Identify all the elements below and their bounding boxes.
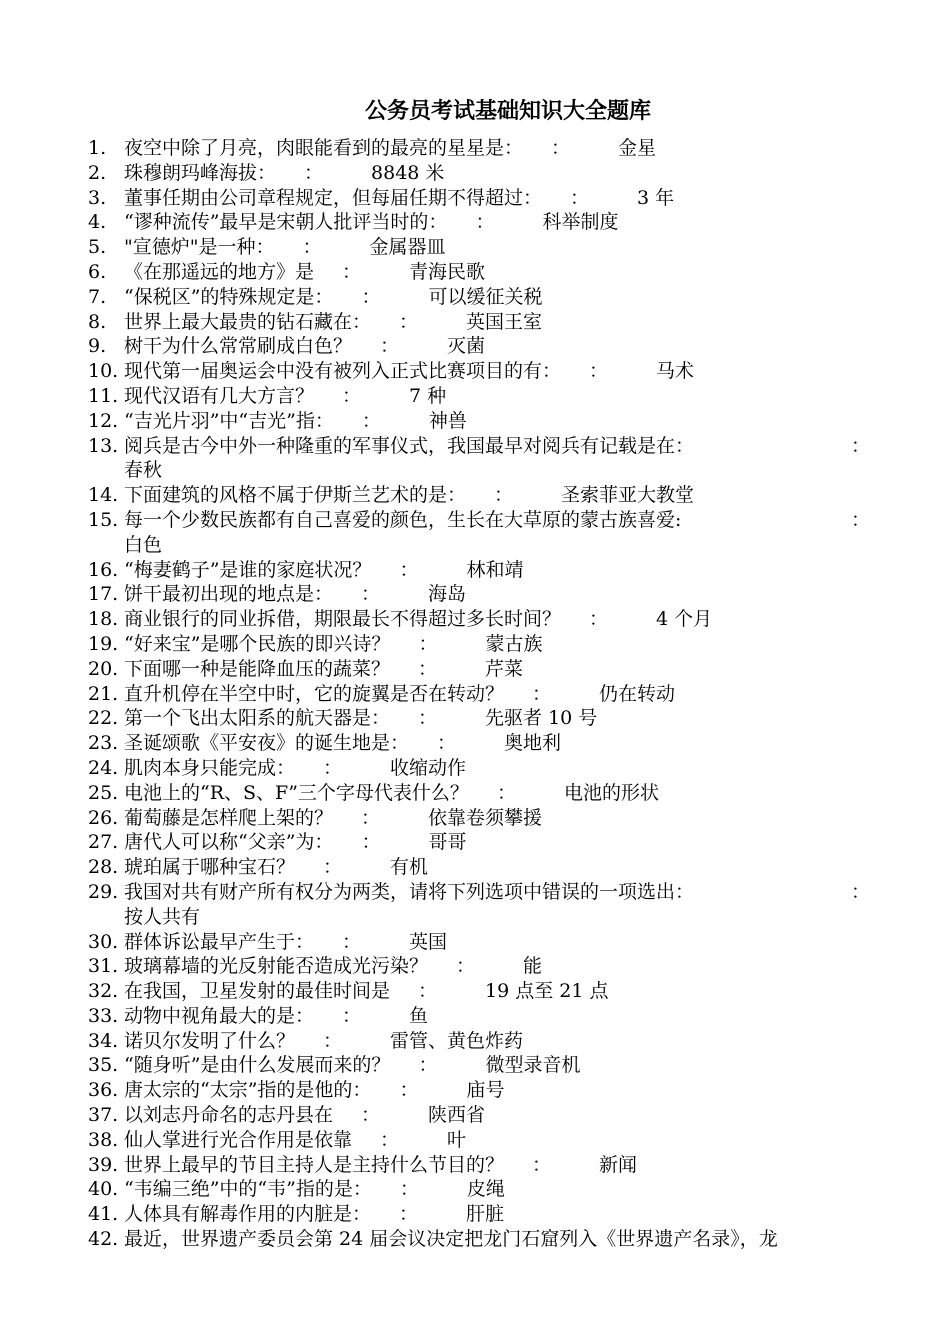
question-text: 琥珀属于哪种宝石？ [124,856,296,879]
answer-text: 灭菌 [447,335,486,358]
question-number: 25. [88,781,119,804]
answer-separator: ： [342,260,362,283]
answer-separator: ： [361,583,381,606]
answer-text: 收缩动作 [390,756,467,779]
answer-text: 奥地利 [504,732,562,755]
question-text: 每一个少数民族都有自己喜爱的颜色，生长在大草原的蒙古族喜爱: [124,508,682,531]
question-item [88,1004,878,1029]
answer-separator: ： [323,856,343,879]
question-text: 在我国，卫星发射的最佳时间是 [124,980,391,1003]
question-item [88,260,878,285]
answer-text: 先驱者 10 号 [485,707,598,730]
answer-text: 春秋 [124,459,163,482]
answer-text: 英国王室 [466,310,543,333]
question-number: 13. [88,434,119,457]
question-item [88,1227,878,1252]
answer-text: 青海民歌 [409,260,486,283]
question-item [88,1029,878,1054]
answer-separator: ： [589,608,609,631]
answer-separator: ： [323,756,343,779]
answer-text: 肝脏 [466,1203,505,1226]
answer-text: 8848 米 [371,161,445,184]
question-number: 22. [88,707,119,730]
answer-separator: ： [304,161,324,184]
answer-separator: ： [361,806,381,829]
question-text: 诺贝尔发明了什么？ [124,1029,296,1052]
question-text: 现代汉语有几大方言？ [124,384,315,407]
question-text: 现代第一届奥运会中没有被列入正式比赛项目的有： [124,360,562,383]
answer-separator: ： [850,880,870,903]
answer-separator: ： [361,285,381,308]
question-number: 36. [88,1079,119,1102]
answer-text: 英国 [409,930,448,953]
answer-separator: ： [532,1153,552,1176]
question-number: 27. [88,831,119,854]
question-number: 33. [88,1004,119,1027]
question-number: 4. [88,211,107,234]
answer-text: 林和靖 [466,558,524,581]
question-item [88,310,878,335]
question-item [88,706,878,731]
question-item [88,508,878,558]
answer-separator: ： [399,558,419,581]
question-text: 葡萄藤是怎样爬上架的？ [124,806,334,829]
question-text: “随身听”是由什么发展而来的？ [124,1054,391,1077]
answer-separator: ： [399,1079,419,1102]
question-text: 夜空中除了月亮，肉眼能看到的最亮的星星是： [124,137,524,159]
answer-separator: ： [551,137,571,159]
question-text: 我国对共有财产所有权分为两类，请将下列选项中错误的一项选出： [124,880,695,903]
question-item [88,186,878,211]
question-number: 1. [88,137,107,159]
answer-separator: ： [437,732,457,755]
answer-separator: ： [342,1004,362,1027]
question-number: 10. [88,360,119,383]
answer-text: 电池的形状 [563,781,659,804]
question-number: 23. [88,732,119,755]
question-text: 树干为什么常常刷成白色？ [124,335,353,358]
answer-text: 依靠卷须攀援 [428,806,543,829]
answer-text: 19 点至 21 点 [485,980,609,1003]
question-number: 6. [88,260,107,283]
question-number: 26. [88,806,119,829]
question-text: 仙人掌进行光合作用是依靠 [124,1128,353,1151]
question-number: 14. [88,484,119,507]
question-text: 唐太宗的“太宗”指的是他的： [124,1079,372,1102]
question-item [88,731,878,756]
question-number: 42. [88,1228,119,1251]
question-number: 11. [88,384,119,407]
answer-separator: ： [456,955,476,978]
question-text: 世界上最大最贵的钻石藏在： [124,310,372,333]
question-item [88,285,878,310]
answer-text: 皮绳 [466,1178,505,1201]
question-text: “梅妻鹤子”是谁的家庭状况？ [124,558,372,581]
question-text: “好来宝”是哪个民族的即兴诗？ [124,632,391,655]
question-number: 39. [88,1153,119,1176]
question-text: 世界上最早的节目主持人是主持什么节目的？ [124,1153,505,1176]
question-number: 17. [88,583,119,606]
answer-separator: ： [570,186,590,209]
question-item [88,1202,878,1227]
question-number: 32. [88,980,119,1003]
question-number: 19. [88,632,119,655]
question-number: 37. [88,1104,119,1127]
question-item [88,334,878,359]
question-item [88,682,878,707]
question-text: 玻璃幕墙的光反射能否造成光污染？ [124,955,429,978]
answer-separator: ： [850,434,870,457]
question-item [88,136,878,161]
question-text: 唐代人可以称“父亲”为： [124,831,334,854]
question-text: 第一个飞出太阳系的航天器是： [124,707,391,730]
question-item [88,582,878,607]
answer-text: 白色 [124,533,163,556]
question-number: 29. [88,880,119,903]
question-number: 28. [88,856,119,879]
question-item [88,1128,878,1153]
question-text: "宣德炉"是一种： [124,236,275,259]
question-text: 《在那遥远的地方》是 [124,260,315,283]
question-text: 人体具有解毒作用的内脏是： [124,1203,372,1226]
question-number: 31. [88,955,119,978]
question-number: 24. [88,756,119,779]
answer-separator: ： [361,409,381,432]
question-text: 最近，世界遗产委员会第 24 届会议决定把龙门石窟列入《世界遗产名录》，龙 [124,1228,778,1251]
question-item [88,235,878,260]
question-text: “韦编三绝”中的“韦”指的是： [124,1178,372,1201]
answer-text: 神兽 [428,409,467,432]
question-text: 电池上的“R、S、F”三个字母代表什么？ [124,781,469,804]
answer-text: 能 [523,955,543,978]
question-number: 12. [88,409,119,432]
question-item [88,1153,878,1178]
question-item [88,979,878,1004]
question-item [88,781,878,806]
question-text: “保税区”的特殊规定是： [124,285,334,308]
question-item [88,359,878,384]
question-item [88,1078,878,1103]
question-text: 圣诞颂歌《平安夜》的诞生地是： [124,732,410,755]
question-item [88,409,878,434]
question-number: 2. [88,161,107,184]
answer-separator: ： [342,384,362,407]
question-item [88,558,878,583]
question-item [88,657,878,682]
answer-separator: ： [850,508,870,531]
answer-separator: ： [418,707,438,730]
question-text: 饼干最初出现的地点是： [124,583,334,606]
answer-text: 陕西省 [428,1104,486,1127]
answer-separator: ： [418,980,438,1003]
question-item [88,161,878,186]
answer-text: 4 个月 [656,608,713,631]
question-number: 35. [88,1054,119,1077]
question-item [88,830,878,855]
answer-separator: ： [418,1054,438,1077]
answer-separator: ： [380,1128,400,1151]
answer-text: 雷管、黄色炸药 [390,1029,524,1052]
answer-separator: ： [418,632,438,655]
document-title: 公务员考试基础知识大全题库 [364,98,651,124]
question-number: 15. [88,508,119,531]
answer-text: 7 种 [409,384,447,407]
answer-text: 有机 [390,856,429,879]
question-text: 阅兵是古今中外一种隆重的军事仪式，我国最早对阅兵有记载是在： [124,434,695,457]
answer-separator: ： [532,682,552,705]
answer-text: 庙号 [466,1079,505,1102]
question-text: 珠穆朗玛峰海拔： [124,161,277,184]
answer-text: 按人共有 [124,905,201,928]
question-text: 群体诉讼最早产生于： [124,930,315,953]
answer-separator: ： [475,211,495,234]
question-number: 18. [88,608,119,631]
question-text: 直升机停在半空中时，它的旋翼是否在转动？ [124,682,505,705]
question-item [88,632,878,657]
question-item [88,434,878,484]
answer-text: 金属器皿 [369,236,446,259]
answer-text: 科举制度 [542,211,619,234]
question-number: 21. [88,682,119,705]
question-text: “谬种流传”最早是宋朝人批评当时的： [124,211,448,234]
answer-text: 3 年 [637,186,675,209]
answer-separator: ： [399,310,419,333]
answer-separator: ： [380,335,400,358]
answer-text: 仍在转动 [599,682,676,705]
question-number: 5. [88,236,107,259]
answer-separator: ： [302,236,322,259]
answer-separator: ： [399,1203,419,1226]
question-text: 肌肉本身只能完成： [124,756,296,779]
answer-text: 可以缓征关税 [428,285,543,308]
question-item [88,384,878,409]
question-number: 30. [88,930,119,953]
answer-text: 芹菜 [485,657,524,680]
question-number: 9. [88,335,107,358]
answer-text: 金星 [618,137,657,159]
question-item [88,1177,878,1202]
question-item [88,806,878,831]
answer-text: 马术 [656,360,695,383]
question-item [88,855,878,880]
answer-separator: ： [323,1029,343,1052]
question-number: 8. [88,310,107,333]
answer-separator: ： [342,930,362,953]
question-item [88,607,878,632]
answer-text: 哥哥 [428,831,467,854]
question-item [88,880,878,930]
answer-text: 鱼 [409,1004,429,1027]
answer-text: 圣索菲亚大教堂 [561,484,695,507]
question-number: 20. [88,657,119,680]
question-number: 41. [88,1203,119,1226]
answer-separator: ： [494,484,514,507]
question-item [88,1103,878,1128]
answer-separator: ： [418,657,438,680]
question-number: 3. [88,186,107,209]
question-text: 商业银行的同业拆借，期限最长不得超过多长时间？ [124,608,562,631]
answer-text: 微型录音机 [485,1054,581,1077]
question-item [88,1053,878,1078]
question-list [88,136,878,1252]
question-text: 以刘志丹命名的志丹县在 [124,1104,334,1127]
question-item [88,930,878,955]
question-item [88,954,878,979]
question-item [88,483,878,508]
question-item [88,210,878,235]
answer-text: 蒙古族 [485,632,543,655]
answer-separator: ： [361,1104,381,1127]
question-number: 38. [88,1128,119,1151]
question-number: 40. [88,1178,119,1201]
answer-separator: ： [361,831,381,854]
question-item [88,756,878,781]
answer-separator: ： [496,781,516,804]
answer-text: 新闻 [599,1153,638,1176]
question-number: 7. [88,285,107,308]
question-text: “吉光片羽”中“吉光”指： [124,409,334,432]
question-number: 34. [88,1029,119,1052]
question-number: 16. [88,558,119,581]
answer-separator: ： [399,1178,419,1201]
question-text: 下面建筑的风格不属于伊斯兰艺术的是： [124,484,467,507]
question-text: 动物中视角最大的是： [124,1004,315,1027]
answer-text: 叶 [447,1128,467,1151]
question-text: 董事任期由公司章程规定，但每届任期不得超过： [124,186,543,209]
question-text: 下面哪一种是能降血压的蔬菜？ [124,657,391,680]
answer-separator: ： [589,360,609,383]
answer-text: 海岛 [428,583,467,606]
